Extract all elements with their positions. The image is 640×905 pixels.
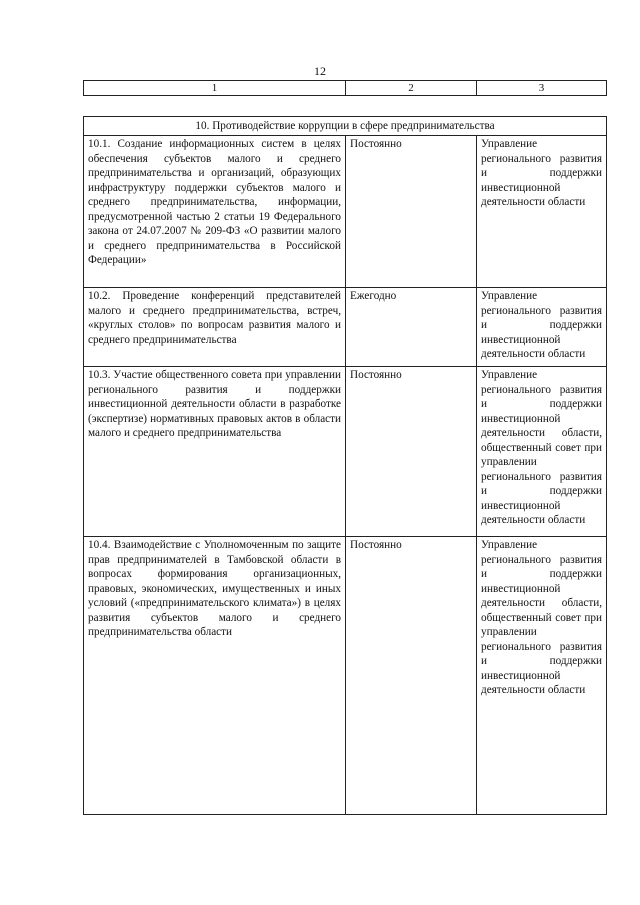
action-cell: 10.3. Участие общественного совета при управлении регионального развития и поддержки инвестиционной деятельности области в разработке (экспертизе) нормативных правовых актов в области малого и среднего предпринимательства	[88, 369, 341, 439]
term-cell: Постоянно	[350, 369, 402, 381]
column-number-header	[83, 80, 607, 96]
executor-cell: Управление регионального развития и поддержки инвестиционной деятельности области, общественный совет при управлении регионального развития и поддержки инвестиционной деятельности области	[481, 539, 602, 696]
table-row	[84, 537, 607, 815]
header-col-2: 2	[346, 81, 477, 96]
header-row	[84, 81, 607, 96]
page-number: 12	[314, 64, 326, 78]
executor-cell: Управление регионального развития и поддержки инвестиционной деятельности области	[481, 138, 602, 208]
header-col-1: 1	[84, 81, 346, 96]
measures-table	[83, 116, 607, 815]
action-cell: 10.4. Взаимодействие с Уполномоченным по защите прав предпринимателей в Тамбовской области в вопросах формирования организационных, правовых, экономических, имущественных и иных условий («предпринимательского климата») в целях развития субъектов малого и среднего предпринимательства области	[88, 539, 341, 638]
table-row	[84, 136, 607, 288]
term-cell: Постоянно	[350, 539, 402, 551]
term-cell: Постоянно	[350, 138, 402, 150]
table-row	[84, 367, 607, 537]
executor-cell: Управление регионального развития и поддержки инвестиционной деятельности области	[481, 290, 602, 360]
term-cell: Ежегодно	[350, 290, 397, 302]
header-col-3: 3	[477, 81, 607, 96]
action-cell: 10.1. Создание информационных систем в целях обеспечения субъектов малого и среднего предпринимательства и организаций, образующих инфраструктуру поддержки субъектов малого и среднего предпринимательства, информации, предусмотренной частью 2 статьи 19 Федерального закона от 24.07.2007 № 209-ФЗ «О развитии малого и среднего предпринимательства в Российской Федерации»	[88, 138, 341, 266]
section-row	[84, 117, 607, 136]
action-cell: 10.2. Проведение конференций представителей малого и среднего предпринимательства, встреч, «круглых столов» по вопросам развития малого и среднего предпринимательства	[88, 290, 341, 346]
executor-cell: Управление регионального развития и поддержки инвестиционной деятельности области, общественный совет при управлении регионального развития и поддержки инвестиционной деятельности области	[481, 369, 602, 526]
table-row	[84, 288, 607, 367]
section-title: 10. Противодействие коррупции в сфере предпринимательства	[84, 117, 607, 136]
